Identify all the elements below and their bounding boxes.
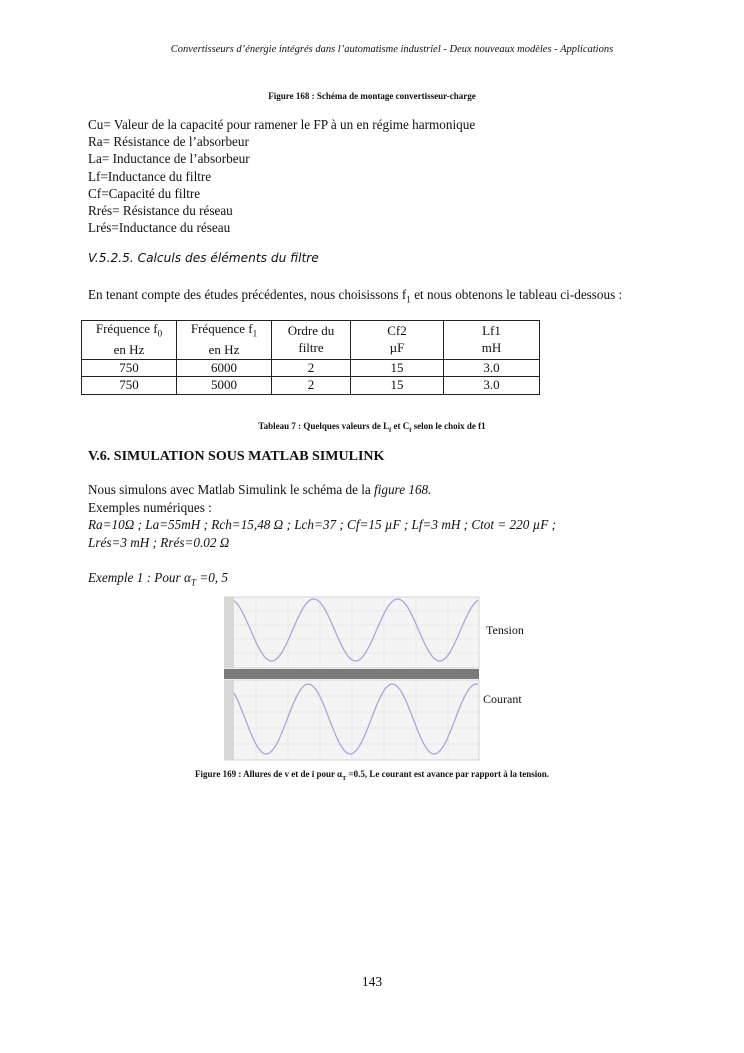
example-1-label: Exemple 1 : Pour $\alpha_T =0$, 5 [88, 570, 228, 588]
table-cell: 2 [272, 359, 351, 377]
page-number: 143 [361, 974, 383, 989]
table-cell: 750 [82, 359, 177, 377]
figure-168-caption: Figure 168 : Schéma de montage convertisseur-charge [268, 91, 476, 101]
table-cell: 15 [351, 377, 444, 395]
header-cell: Fréquence $f_1$ en Hz [177, 321, 272, 360]
definition-item: Ra= Résistance de l’absorbeur [88, 134, 249, 150]
current-panel [224, 680, 479, 760]
subsection-title: V.5.2.5. Calculs des éléments du filtre [88, 251, 319, 265]
header-cell: Fréquence $f_0$ en Hz [82, 321, 177, 360]
table-row [82, 359, 540, 377]
table-header-row [82, 321, 540, 360]
voltage-current-plot [224, 595, 534, 762]
definition-item: Cu= Valeur de la capacité pour ramener le FP à un en régime harmonique [88, 117, 476, 132]
intro-sub: 1 [406, 294, 411, 305]
filter-values-table [81, 320, 540, 395]
section-title: V.6. SIMULATION SOUS MATLAB SIMULINK [88, 449, 385, 464]
running-header [0, 44, 744, 55]
table-cell: 3.0 [444, 359, 540, 377]
definitions-list [88, 116, 475, 236]
voltage-panel [224, 597, 479, 668]
table-cell: 2 [272, 377, 351, 395]
sim-line: Exemples numériques : [88, 499, 212, 515]
table-cell: 750 [82, 377, 177, 395]
table-cell: 5000 [177, 377, 272, 395]
header-cell: Cf2 µF [351, 321, 444, 360]
definition-item: Lf=Inductance du filtre [88, 168, 212, 184]
figure-169-caption: Figure 169 : Allures de v et de i pour $\alpha_T =0.5$, Le courant est avance par rapport à la tension. [195, 769, 549, 782]
simulation-plot-figure [224, 595, 534, 762]
intro-text-b: et nous obtenons le tableau ci-dessous : [410, 287, 623, 302]
definition-item: Rrés= Résistance du réseau [88, 203, 233, 219]
header-cell: Lf1 mH [444, 321, 540, 360]
sim-params-line: Ra=10Ω ; La=55mH ; Rch=15,48 Ω ; Lch=37 ; Cf=15 µF ; Lf=3 mH ; Ctot = 220 µF ; [88, 517, 556, 532]
courant-label: Courant [483, 692, 522, 706]
voltage-axis-strip [224, 597, 234, 668]
intro-paragraph [88, 286, 656, 309]
definition-item: Lrés=Inductance du réseau [88, 220, 231, 236]
sim-line: Nous simulons avec Matlab Simulink le schéma de la figure 168. [88, 482, 432, 497]
tension-label: Tension [486, 623, 524, 637]
table-row [82, 377, 540, 395]
table-cell: 6000 [177, 359, 272, 377]
intro-text-a: En tenant compte des études précédentes, nous choisissons f [88, 287, 407, 302]
header-cell: Ordre du filtre [272, 321, 351, 360]
definition-item: Cf=Capacité du filtre [88, 185, 201, 201]
table-cell: 3.0 [444, 377, 540, 395]
table-cell: 15 [351, 359, 444, 377]
simulation-paragraph [88, 481, 556, 551]
header-title: Convertisseurs d’énergie intégrés dans l’automatisme industriel - Deux nouveaux modèles - Applications [170, 44, 614, 55]
current-axis-strip [224, 680, 234, 760]
sim-params-line: Lrés=3 mH ; Rrés=0.02 Ω [88, 534, 230, 550]
panel-separator [224, 669, 479, 679]
table-7-caption: Tableau 7 : Quelques valeurs de $L_f$ et $C_f$ selon le choix de f1 [258, 421, 486, 434]
definition-item: La= Inductance de l’absorbeur [88, 151, 250, 167]
